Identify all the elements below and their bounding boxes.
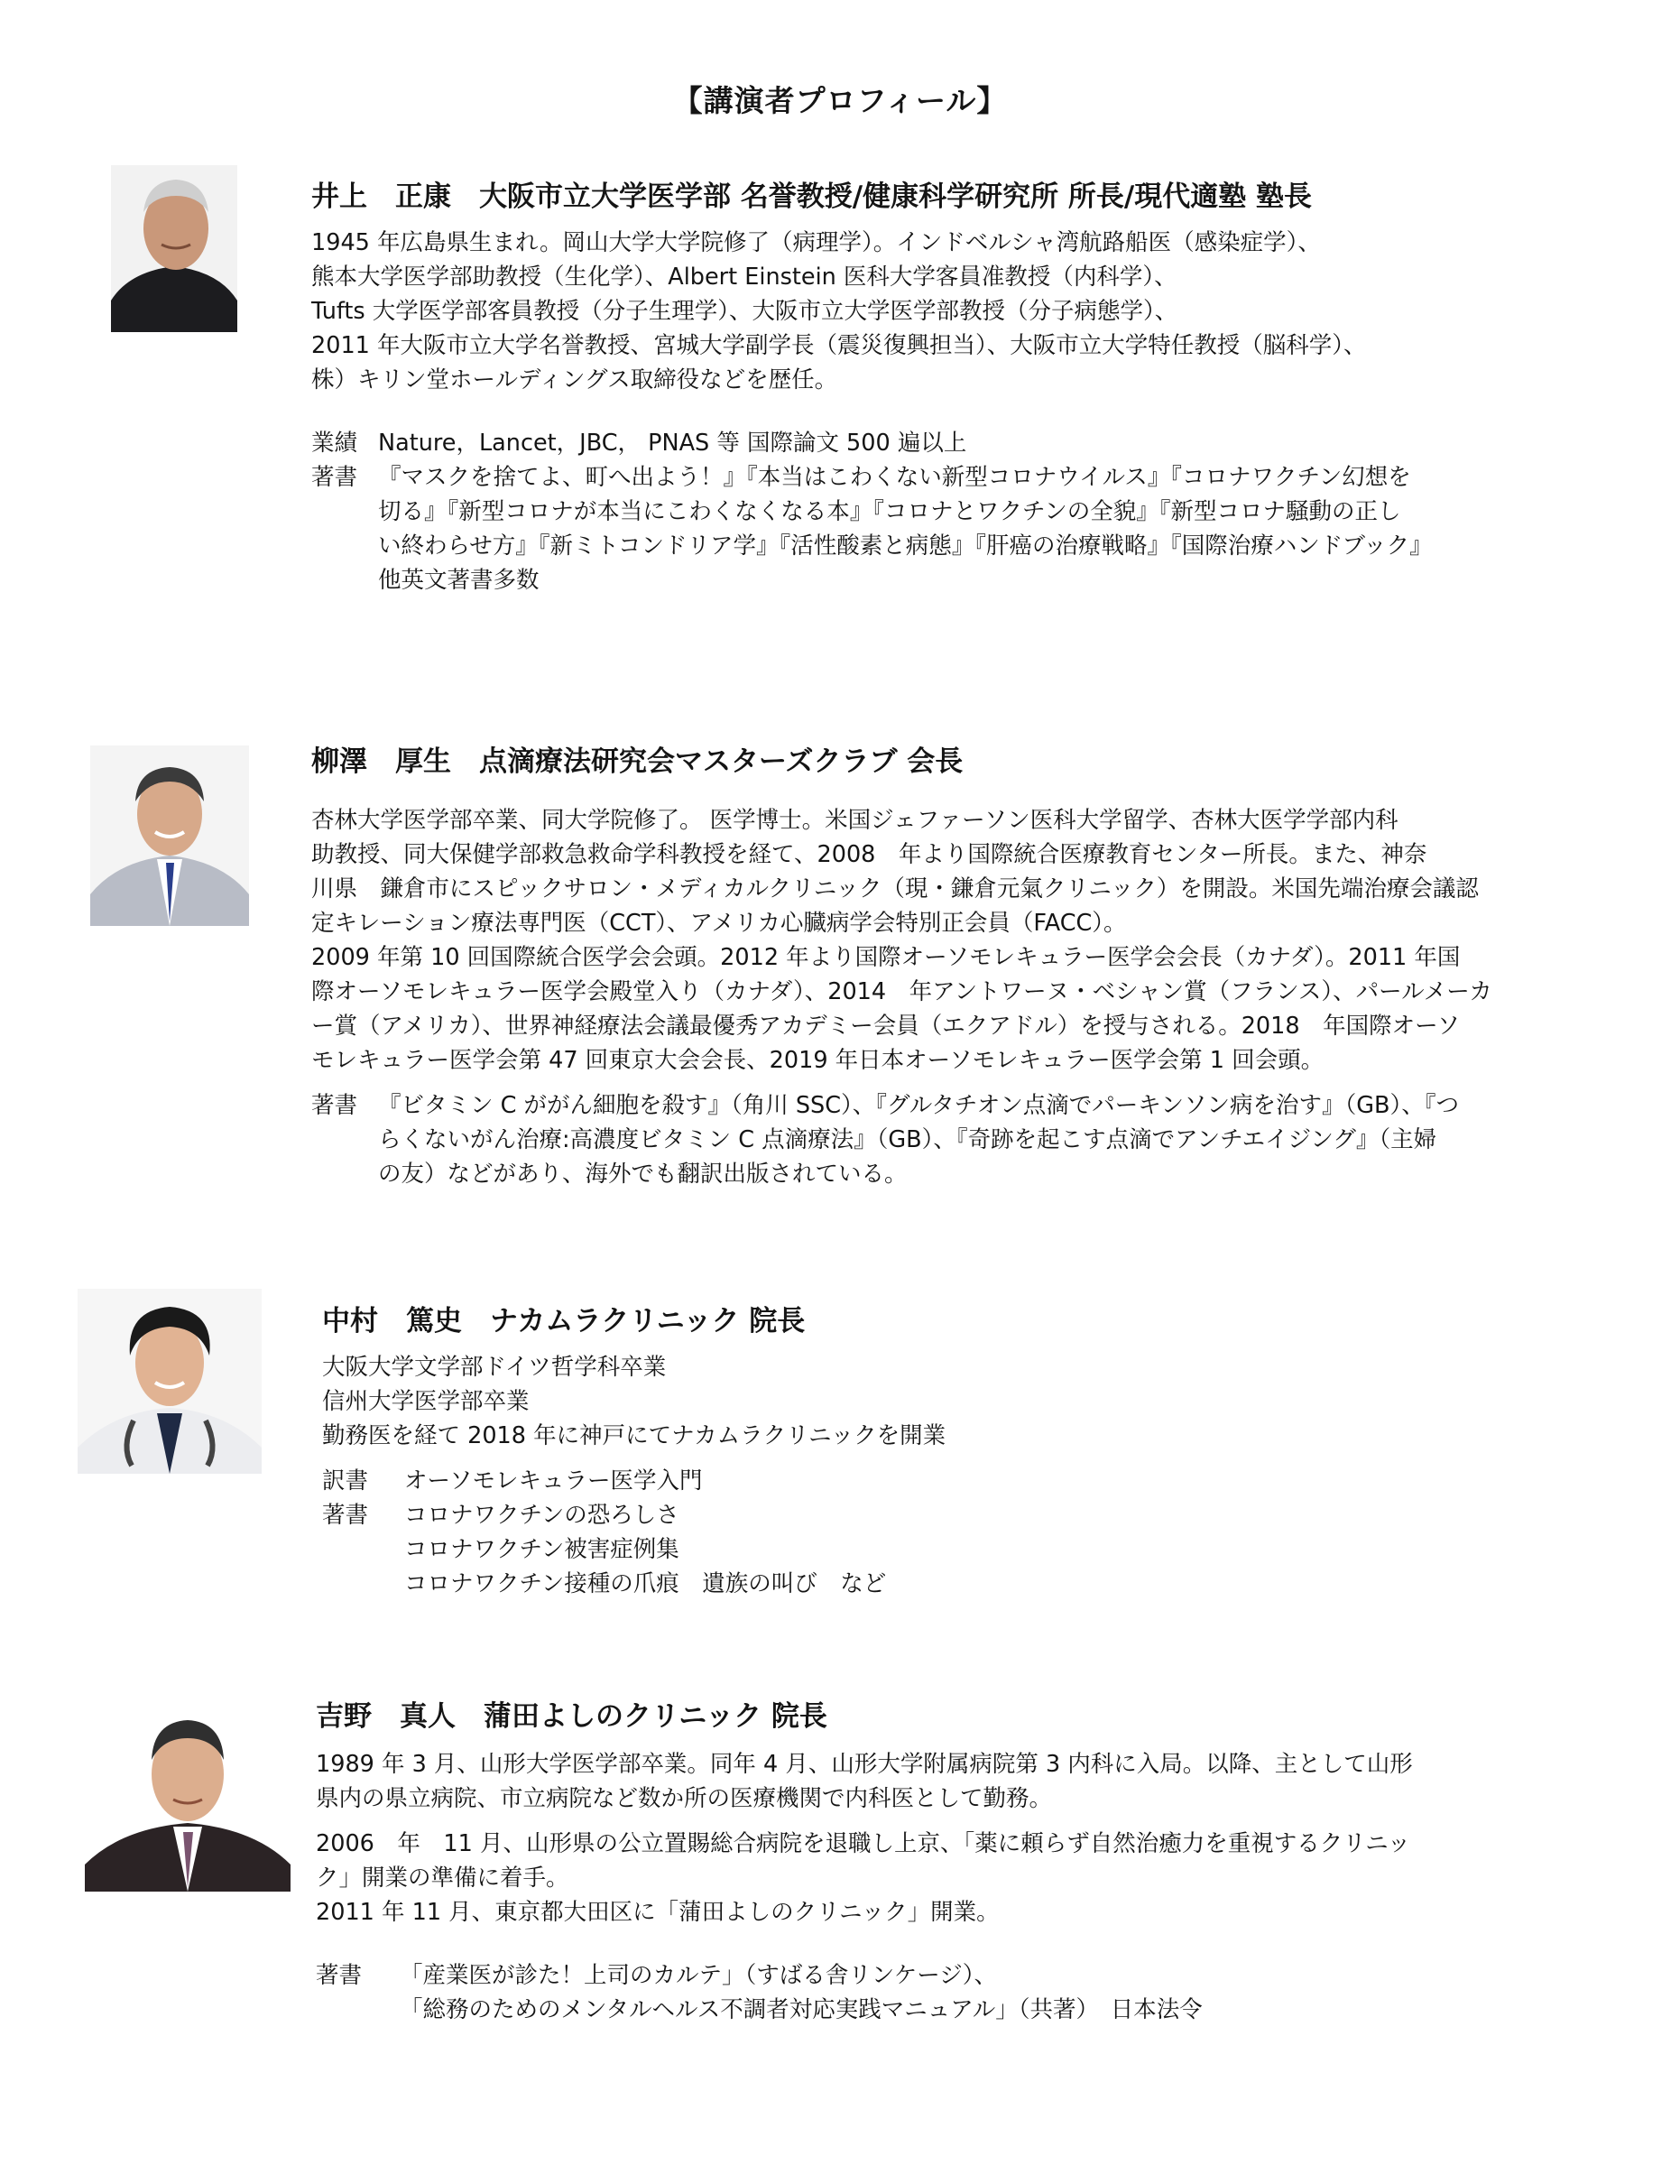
bio-line: モレキュラー医学会第 47 回東京大会会長、2019 年日本オーソモレキュラー医学会第 1 回会頭。: [311, 1047, 1325, 1074]
speaker-bio: [311, 803, 1492, 1191]
portrait-image: [85, 1702, 291, 1892]
bio-line: 2011 年 11 月、東京都大田区に「蒲田よしのクリニック」開業。: [316, 1899, 1000, 1926]
book-line: い終わらせ方』『新ミトコンドリア学』『活性酸素と病態』『肝癌の治療戦略』『国際治療ハンドブック』: [378, 532, 1433, 560]
bio-line: 際オーソモレキュラー医学会殿堂入り（カナダ）、2014 年アントワーヌ・ベシャン賞（フランス）、パールメーカ: [311, 978, 1492, 1005]
bio-line: ク」開業の準備に着手。: [316, 1865, 569, 1892]
bio-line: ー賞（アメリカ）、世界神経療法会議最優秀アカデミー会員（エクアドル）を授与される。2018 年国際オーソ: [311, 1013, 1461, 1040]
books-label: 著書: [322, 1502, 369, 1529]
speaker-photo-inoue: [111, 165, 237, 332]
bio-line: 1989 年 3 月、山形大学医学部卒業。同年 4 月、山形大学附属病院第 3 内科に入局。以降、主として山形: [316, 1751, 1413, 1778]
bio-line: 川県 鎌倉市にスピックサロン・メディカルクリニック（現・鎌倉元氣クリニック）を開設。米国先端治療会議認: [311, 875, 1479, 902]
book-line: コロナワクチンの恐ろしさ: [404, 1502, 679, 1529]
speaker-photo-nakamura: [78, 1289, 262, 1474]
translations-label: 訳書: [322, 1467, 369, 1495]
speaker-name-line: 井上 正康 大阪市立大学医学部 名誉教授/健康科学研究所 所長/現代適塾 塾長: [311, 180, 1313, 213]
bio-line: 定キレーション療法専門医（CCT）、アメリカ心臓病学会特別正会員（FACC）。: [311, 910, 1127, 937]
books-row: [316, 1958, 1413, 2027]
bio-line: 助教授、同大保健学部救急救命学科教授を経て、2008 年より国際統合医療教育センター所長。また、神奈: [311, 841, 1427, 868]
achievements-label: 業績: [311, 430, 358, 457]
portrait-image: [78, 1289, 262, 1474]
translations-row: [322, 1464, 946, 1498]
achievements-row: [311, 426, 1433, 460]
bio-line: 勤務医を経て 2018 年に神戸にてナカムラクリニックを開業: [322, 1422, 946, 1449]
achievements-text: Nature，Lancet，JBC， PNAS 等 国際論文 500 遍以上: [378, 430, 967, 457]
bio-line: 大阪大学文学部ドイツ哲学科卒業: [322, 1354, 667, 1381]
books-label: 著書: [311, 464, 358, 491]
book-line: 他英文著書多数: [378, 567, 540, 594]
books-label: 著書: [311, 1092, 358, 1119]
book-line: 『ビタミン C ががん細胞を殺す』（角川 SSC）、『グルタチオン点滴でパーキンソン病を治す』（GB）、『つ: [378, 1092, 1460, 1119]
speaker-name-line: 中村 篤史 ナカムラクリニック 院長: [322, 1305, 806, 1337]
bio-line: Tufts 大学医学部客員教授（分子生理学）、大阪市立大学医学部教授（分子病態学）、: [311, 298, 1178, 325]
speaker-photo-yanagisawa: [90, 745, 249, 926]
book-line: 切る』『新型コロナが本当にこわくなくなる本』『コロナとワクチンの全貌』『新型コロナ騒動の正し: [378, 498, 1401, 525]
book-line: 「総務のためのメンタルヘルス不調者対応実践マニュアル」（共著） 日本法令: [400, 1996, 1203, 2023]
bio-line: 2011 年大阪市立大学名誉教授、宮城大学副学長（震災復興担当）、大阪市立大学特任教授（脳科学）、: [311, 332, 1367, 359]
bio-line: 杏林大学医学部卒業、同大学院修了。 医学博士。米国ジェファーソン医科大学留学、杏林大医学学部内科: [311, 807, 1398, 834]
books-row: [322, 1498, 946, 1601]
speaker-bio: [316, 1747, 1413, 2027]
speaker-bio: [322, 1350, 946, 1601]
books-row: [311, 460, 1433, 597]
book-line: 『マスクを捨てよ、町へ出よう！』『本当はこわくない新型コロナウイルス』『コロナワクチン幻想を: [378, 464, 1411, 491]
bio-line: 熊本大学医学部助教授（生化学）、Albert Einstein 医科大学客員准教授（内科学）、: [311, 264, 1177, 291]
speaker-name-line: 吉野 真人 蒲田よしのクリニック 院長: [316, 1700, 827, 1733]
books-row: [311, 1088, 1492, 1191]
bio-line: 株）キリン堂ホールディングス取締役などを歴任。: [311, 366, 838, 393]
bio-line: 2006 年 11 月、山形県の公立置賜総合病院を退職し上京、「薬に頼らず自然治癒力を重視するクリニッ: [316, 1830, 1411, 1857]
book-line: らくないがん治療:高濃度ビタミン C 点滴療法』（GB）、『奇跡を起こす点滴でアンチエイジング』（主婦: [378, 1126, 1437, 1153]
translations-text: オーソモレキュラー医学入門: [404, 1467, 703, 1495]
portrait-image: [111, 165, 237, 332]
speaker-name-line: 柳澤 厚生 点滴療法研究会マスターズクラブ 会長: [311, 745, 964, 778]
book-line: 「産業医が診た！上司のカルテ」（すばる舎リンケージ）、: [400, 1962, 997, 1989]
speaker-bio: [311, 226, 1433, 597]
bio-line: 信州大学医学部卒業: [322, 1388, 530, 1415]
book-line: コロナワクチン接種の爪痕 遺族の叫び など: [404, 1570, 887, 1597]
bio-line: 1945 年広島県生まれ。岡山大学大学院修了（病理学）。インドベルシャ湾航路船医（感染症学）、: [311, 229, 1321, 256]
book-line: コロナワクチン被害症例集: [404, 1536, 679, 1563]
books-label: 著書: [316, 1962, 363, 1989]
portrait-image: [90, 745, 249, 926]
bio-line: 県内の県立病院、市立病院など数か所の医療機関で内科医として勤務。: [316, 1785, 1053, 1812]
book-line: の友）などがあり、海外でも翻訳出版されている。: [378, 1161, 908, 1188]
speaker-photo-yoshino: [85, 1702, 291, 1892]
page-title: 【講演者プロフィール】: [672, 83, 1008, 118]
bio-line: 2009 年第 10 回国際統合医学会会頭。2012 年より国際オーソモレキュラー医学会会長（カナダ）。2011 年国: [311, 944, 1461, 971]
